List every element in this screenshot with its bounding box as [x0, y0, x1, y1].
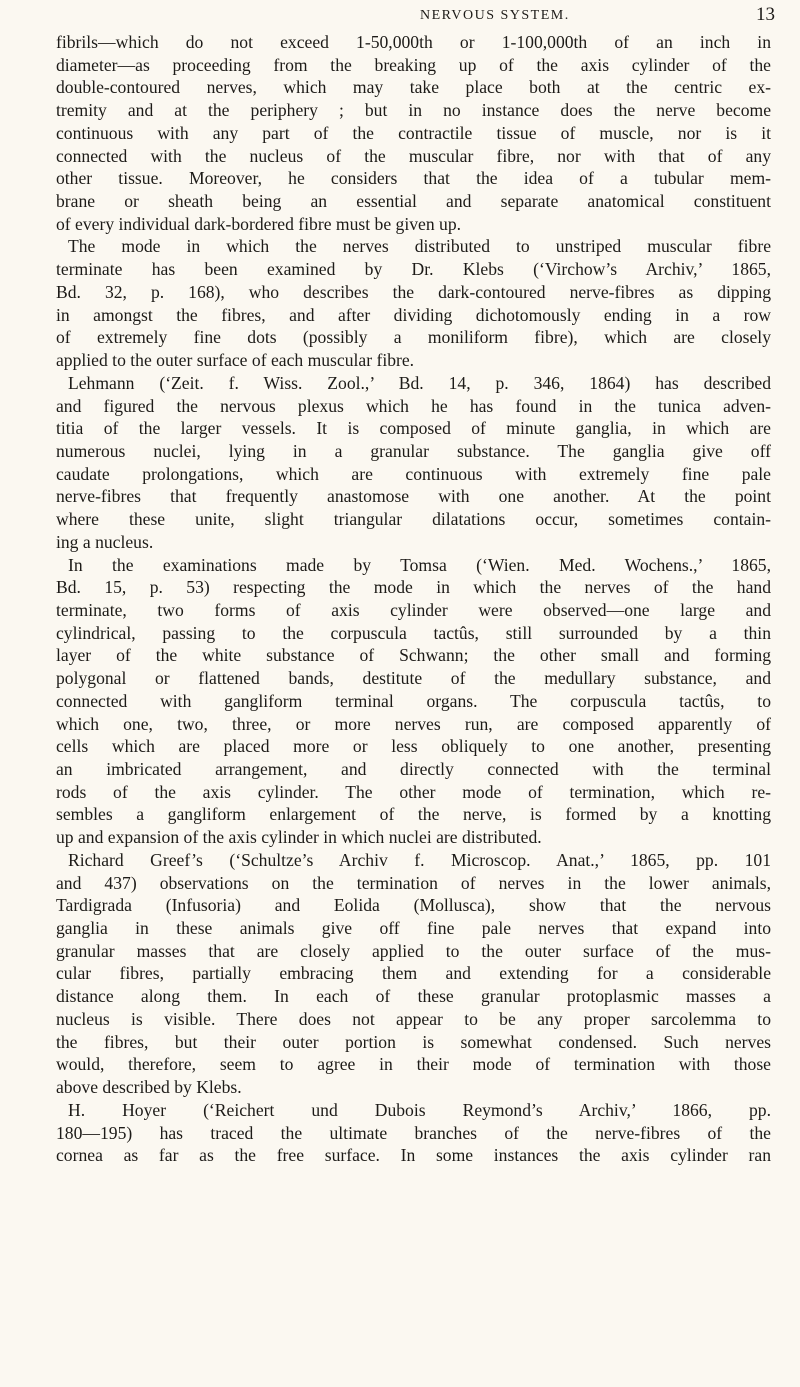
running-title: NERVOUS SYSTEM.	[420, 8, 570, 23]
text-line: would, therefore, seem to agree in their mode of termination with those	[56, 1054, 771, 1075]
text-line: granular masses that are closely applied to the outer surface of the mus-	[56, 940, 771, 961]
text-line: terminate, two forms of axis cylinder were observed—one large and	[56, 599, 771, 620]
text-line: polygonal or flattened bands, destitute of the medullary substance, and	[56, 668, 771, 689]
text-line: cornea as far as the free surface. In some instances the axis cylinder ran	[56, 1145, 771, 1166]
text-line: distance along them. In each of these granular protoplasmic masses a	[56, 986, 771, 1007]
text-line: caudate prolongations, which are continuous with extremely fine pale	[56, 463, 771, 484]
text-line: brane or sheath being an essential and separate anatomical constituent	[56, 191, 771, 212]
text-line: H. Hoyer (‘Reichert und Dubois Reymond’s Archiv,’ 1866, pp.	[68, 1099, 771, 1120]
text-line: other tissue. Moreover, he considers that the idea of a tubular mem-	[56, 168, 771, 189]
text-line: numerous nuclei, lying in a granular substance. The ganglia give off	[56, 440, 771, 461]
text-line: and 437) observations on the termination of nerves in the lower animals,	[56, 872, 771, 893]
text-line: connected with gangliform terminal organs. The corpuscula tactûs, to	[56, 690, 771, 711]
text-line: ing a nucleus.	[56, 531, 154, 552]
text-line: tremity and at the periphery ; but in no instance does the nerve become	[56, 100, 771, 121]
text-line: cylindrical, passing to the corpuscula tactûs, still surrounded by a thin	[56, 622, 771, 643]
text-line: connected with the nucleus of the muscular fibre, nor with that of any	[56, 145, 771, 166]
text-line: continuous with any part of the contractile tissue of muscle, nor is it	[56, 122, 771, 143]
text-line: diameter—as proceeding from the breaking up of the axis cylinder of the	[56, 54, 771, 75]
text-line: rods of the axis cylinder. The other mode of termination, which re-	[56, 781, 771, 802]
text-line: layer of the white substance of Schwann; the other small and forming	[56, 645, 771, 666]
text-line: the fibres, but their outer portion is somewhat condensed. Such nerves	[56, 1031, 771, 1052]
text-line: In the examinations made by Tomsa (‘Wien. Med. Wochens.,’ 1865,	[68, 554, 771, 575]
text-line: 180—195) has traced the ultimate branches of the nerve-fibres of the	[56, 1122, 771, 1143]
text-line: which one, two, three, or more nerves run, are composed apparently of	[56, 713, 771, 734]
page-number: 13	[756, 4, 775, 25]
text-line: Lehmann (‘Zeit. f. Wiss. Zool.,’ Bd. 14, p. 346, 1864) has described	[68, 372, 771, 393]
text-line: fibrils—which do not exceed 1-50,000th or 1-100,000th of an inch in	[56, 32, 771, 52]
text-line: in amongst the fibres, and after dividing dichotomously ending in a row	[56, 304, 771, 325]
text-line: where these unite, slight triangular dilatations occur, sometimes contain-	[56, 509, 771, 530]
text-line: double-contoured nerves, which may take place both at the centric ex-	[56, 77, 771, 98]
body-text	[56, 31, 771, 1167]
text-line: Bd. 15, p. 53) respecting the mode in which the nerves of the hand	[56, 577, 771, 598]
text-line: cular fibres, partially embracing them and extending for a considerable	[56, 963, 771, 984]
text-line: nucleus is visible. There does not appear to be any proper sarcolemma to	[56, 1008, 771, 1029]
text-line: cells which are placed more or less obliquely to one another, presenting	[56, 736, 771, 757]
text-line: terminate has been examined by Dr. Klebs (‘Virchow’s Archiv,’ 1865,	[56, 259, 771, 280]
text-line: of extremely fine dots (possibly a moniliform fibre), which are closely	[56, 327, 771, 348]
text-line: ganglia in these animals give off fine pale nerves that expand into	[56, 918, 771, 939]
text-line: Tardigrada (Infusoria) and Eolida (Mollusca), show that the nervous	[56, 895, 771, 916]
text-line: sembles a gangliform enlargement of the nerve, is formed by a knotting	[56, 804, 771, 825]
text-line: up and expansion of the axis cylinder in which nuclei are distributed.	[56, 827, 542, 848]
text-line: of every individual dark-bordered fibre must be given up.	[56, 213, 462, 234]
text-line: nerve-fibres that frequently anastomose with one another. At the point	[56, 486, 771, 507]
text-line: above described by Klebs.	[56, 1077, 242, 1098]
text-line: The mode in which the nerves distributed to unstriped muscular fibre	[68, 236, 771, 257]
text-line: Bd. 32, p. 168), who describes the dark-contoured nerve-fibres as dipping	[56, 281, 771, 302]
text-line: Richard Greef’s (‘Schultze’s Archiv f. Microscop. Anat.,’ 1865, pp. 101	[68, 849, 771, 870]
text-line: applied to the outer surface of each muscular fibre.	[56, 350, 415, 371]
text-line: and figured the nervous plexus which he has found in the tunica adven-	[56, 395, 771, 416]
text-line: titia of the larger vessels. It is composed of minute ganglia, in which are	[56, 418, 771, 439]
text-line: an imbricated arrangement, and directly connected with the terminal	[56, 759, 771, 779]
